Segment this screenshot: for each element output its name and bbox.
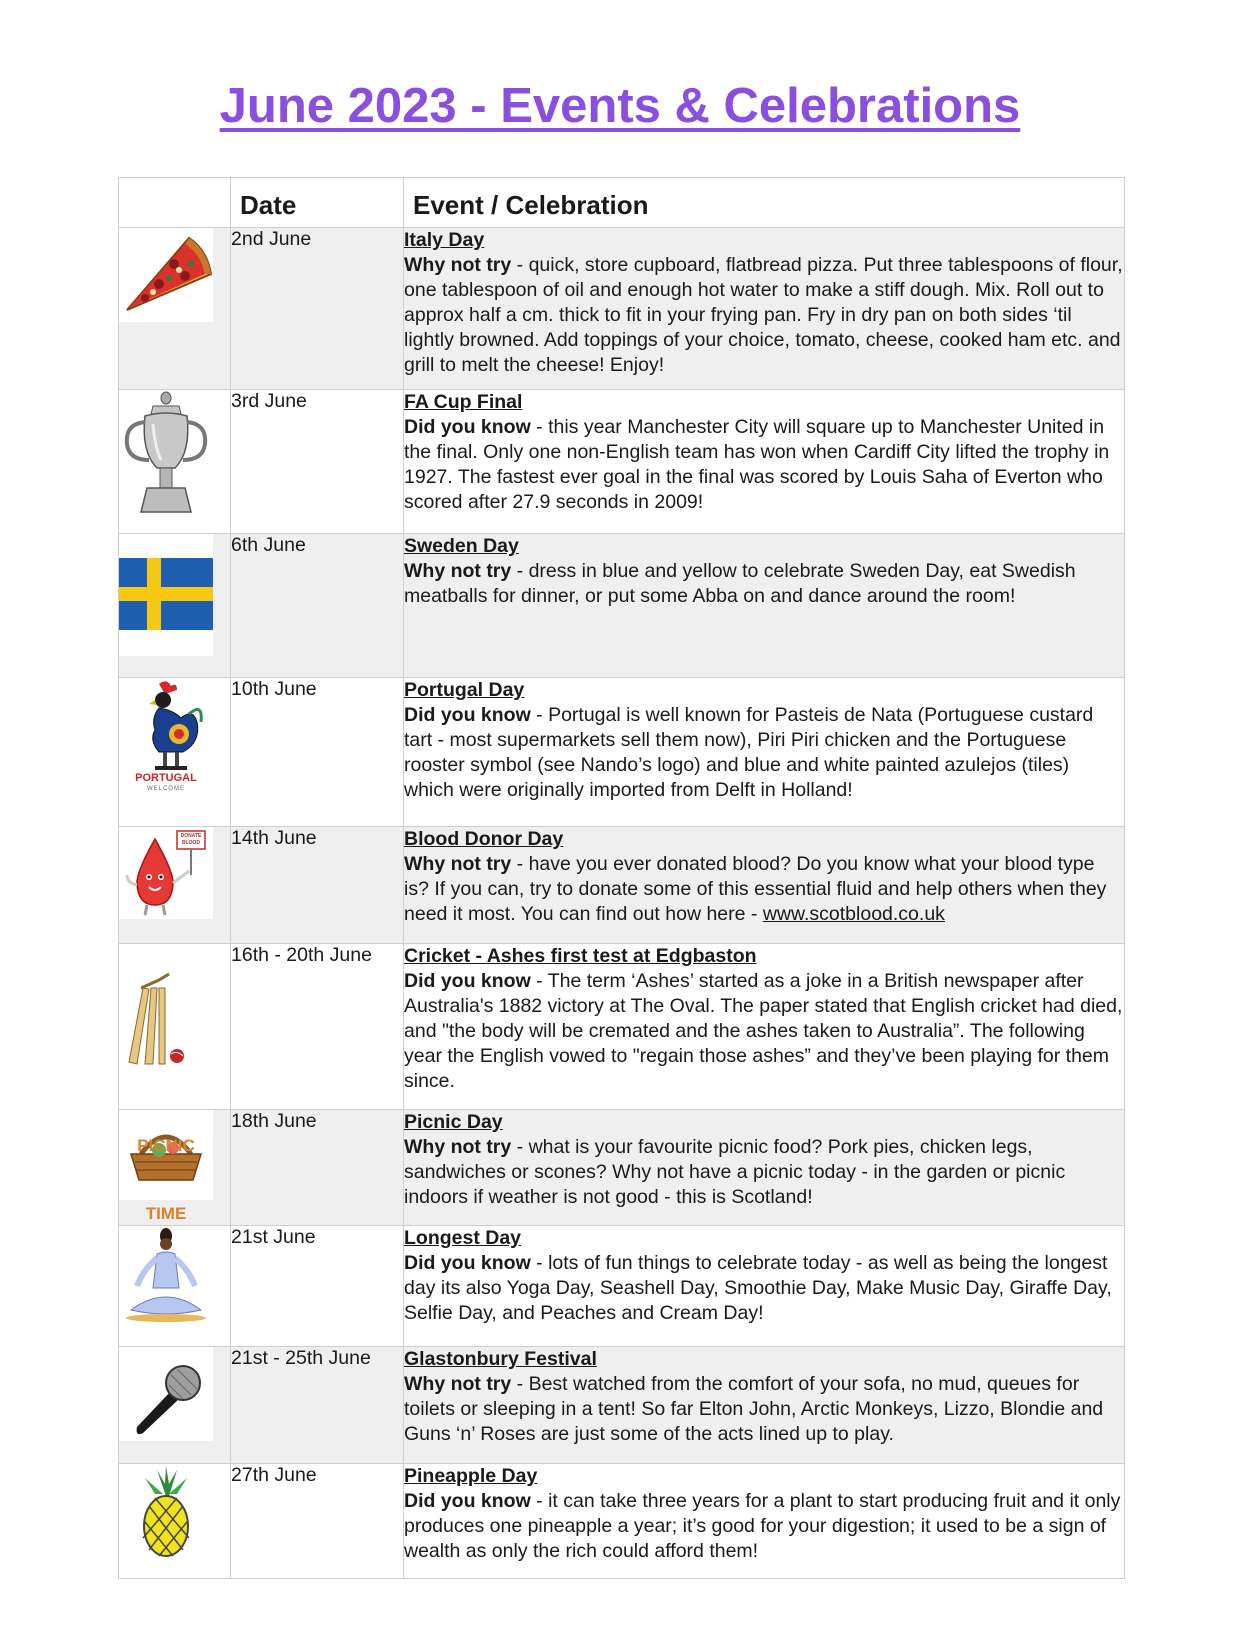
events-table — [118, 177, 1125, 1579]
event-description — [404, 1464, 1125, 1579]
event-text: - Best watched from the comfort of your sofa, no mud, queues for toilets or sleeping in a tent! So far Elton John, Arctic Monkeys, Lizzo, Blondie and Guns ‘n’ Roses are just some of the acts lined up to play. — [404, 1373, 1104, 1445]
event-lead: Why not try — [404, 1136, 512, 1158]
picnic-time-label: PICNIC TIME — [137, 1136, 195, 1223]
event-description — [404, 944, 1125, 1110]
event-text: - The term ‘Ashes’ started as a joke in a British newspaper after Australia's 1882 victory at The Oval. The paper stated that English cricket had died, and "the body will be cremated and the ashes taken to Australia”. The following year the English vowed to "regain those ashes” and they’ve been playing for them since. — [404, 970, 1123, 1092]
donate-blood-sign: DONATE BLOOD — [180, 833, 202, 846]
event-date: 18th June — [231, 1110, 404, 1226]
sweden-flag-icon — [119, 534, 213, 656]
event-lead: Why not try — [404, 560, 512, 582]
event-text: - it can take three years for a plant to start producing fruit and it only produces one pineapple a year; it’s good for your digestion; it used to be a sign of wealth as only the rich could afford them! — [404, 1490, 1121, 1562]
pineapple-icon — [119, 1464, 213, 1560]
event-date: 14th June — [231, 827, 404, 944]
event-title: Blood Donor Day — [404, 828, 564, 850]
scotblood-link[interactable]: www.scotblood.co.uk — [762, 903, 945, 925]
event-date: 2nd June — [231, 228, 404, 390]
event-text: - Portugal is well known for Pasteis de Nata (Portuguese custard tart - most supermarkets sell them now), Piri Piri chicken and the Portuguese rooster symbol (see Nando’s logo) and blue and white painted azulejos (tiles) which were originally imported from Delft in Holland! — [404, 704, 1094, 801]
event-date: 27th June — [231, 1464, 404, 1579]
event-title: Sweden Day — [404, 535, 519, 557]
event-description — [404, 1347, 1125, 1464]
header-date: Date — [231, 178, 404, 228]
event-description — [404, 827, 1125, 944]
event-text: - what is your favourite picnic food? Pork pies, chicken legs, sandwiches or scones? Why not have a picnic today - in the garden or picnic indoors if weather is not good - this is Scotland! — [404, 1136, 1066, 1208]
event-text: - quick, store cupboard, flatbread pizza. Put three tablespoons of flour, one tablespoon of oil and enough hot water to make a stiff dough. Mix. Roll out to approx half a cm. thick to fit in your frying pan. Fry in dry pan on both sides ‘til lightly browned. Add toppings of your choice, tomato, cheese, cooked ham etc. and grill to melt the cheese! Enjoy! — [404, 254, 1123, 376]
event-lead: Did you know — [404, 416, 531, 438]
page-title: June 2023 - Events & Celebrations — [219, 79, 1021, 133]
table-row — [119, 390, 1125, 534]
table-row — [119, 228, 1125, 390]
table-row — [119, 1347, 1125, 1464]
table-row — [119, 678, 1125, 827]
event-lead: Why not try — [404, 1373, 512, 1395]
event-description — [404, 390, 1125, 534]
event-date: 3rd June — [231, 390, 404, 534]
event-description — [404, 228, 1125, 390]
pizza-slice-icon — [119, 228, 213, 322]
event-text: - lots of fun things to celebrate today - as well as being the longest day its also Yoga Day, Seashell Day, Smoothie Day, Make Music Day, Giraffe Day, Selfie Day, and Peaches and Cream Day! — [404, 1252, 1112, 1324]
event-title: Picnic Day — [404, 1111, 503, 1133]
event-description — [404, 678, 1125, 827]
event-description — [404, 1226, 1125, 1347]
event-text: - dress in blue and yellow to celebrate Sweden Day, eat Swedish meatballs for dinner, or put some Abba on and dance around the room! — [404, 560, 1076, 607]
event-title: FA Cup Final — [404, 391, 523, 413]
yoga-pose-icon — [119, 1226, 213, 1326]
event-description — [404, 1110, 1125, 1226]
table-row — [119, 944, 1125, 1110]
table-row — [119, 534, 1125, 678]
event-lead: Did you know — [404, 1490, 531, 1512]
event-title: Cricket - Ashes first test at Edgbaston — [404, 945, 757, 967]
event-lead: Did you know — [404, 1252, 531, 1274]
table-row — [119, 1226, 1125, 1347]
blood-drop-icon — [119, 827, 213, 919]
event-title: Portugal Day — [404, 679, 525, 701]
table-header-row — [119, 178, 1125, 228]
portugal-label: PORTUGAL — [135, 772, 197, 784]
event-date: 16th - 20th June — [231, 944, 404, 1110]
portugal-rooster-icon — [119, 678, 213, 804]
event-lead: Why not try — [404, 853, 512, 875]
fa-cup-trophy-icon — [119, 390, 213, 518]
event-date: 21st - 25th June — [231, 1347, 404, 1464]
event-title: Longest Day — [404, 1227, 522, 1249]
picnic-basket-icon — [119, 1110, 213, 1223]
event-lead: Why not try — [404, 254, 512, 276]
table-row — [119, 1464, 1125, 1579]
event-date: 10th June — [231, 678, 404, 827]
microphone-icon — [119, 1347, 213, 1441]
event-title: Pineapple Day — [404, 1465, 538, 1487]
portugal-sublabel: WELCOME — [146, 786, 185, 792]
header-event: Event / Celebration — [404, 178, 1125, 228]
event-title: Italy Day — [404, 229, 485, 251]
cricket-wicket-icon — [119, 944, 213, 1090]
event-date: 21st June — [231, 1226, 404, 1347]
header-image-cell — [119, 178, 231, 228]
table-row — [119, 1110, 1125, 1226]
event-title: Glastonbury Festival — [404, 1348, 597, 1370]
table-row — [119, 827, 1125, 944]
event-description — [404, 534, 1125, 678]
event-lead: Did you know — [404, 970, 531, 992]
event-date: 6th June — [231, 534, 404, 678]
event-text: - have you ever donated blood? Do you know what your blood type is? If you can, try to donate some of this essential fluid and help others when they need it most. You can find out how here - — [404, 853, 1107, 925]
event-lead: Did you know — [404, 704, 531, 726]
event-text: - this year Manchester City will square up to Manchester United in the final. Only one non-English team has won when Cardiff City lifted the trophy in 1927. The fastest ever goal in the final was scored by Louis Saha of Everton who scored after 27.9 seconds in 2009! — [404, 416, 1110, 513]
